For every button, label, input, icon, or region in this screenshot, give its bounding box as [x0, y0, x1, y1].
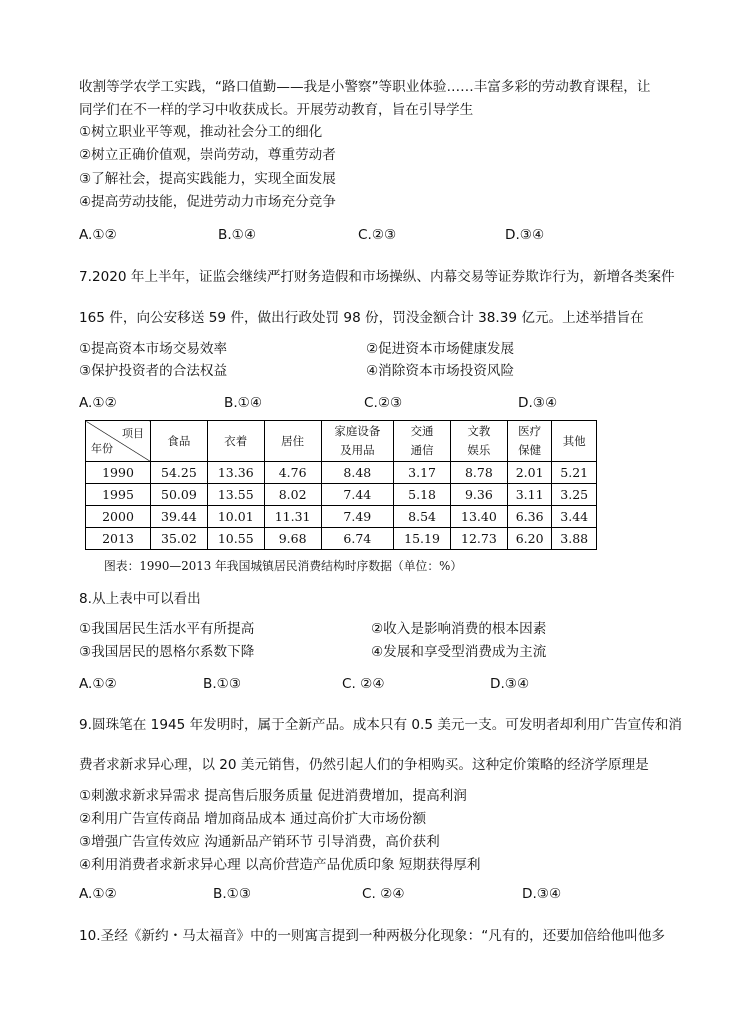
q9-option-c: C. ②④ — [362, 886, 405, 902]
year-cell: 2000 — [86, 506, 151, 528]
intro-item-2: ②树立正确价值观，崇尚劳动，尊重劳动者 — [79, 147, 336, 163]
table-cell: 50.09 — [151, 484, 208, 506]
table-cell: 5.18 — [394, 484, 451, 506]
year-cell: 2013 — [86, 528, 151, 550]
col-header-education: 文教 娱乐 — [450, 421, 507, 462]
q9-item-3: ③增强广告宣传效应 沟通新品产销环节 引导消费，高价获利 — [79, 834, 440, 850]
q7-item-4: ④消除资本市场投资风险 — [366, 363, 515, 379]
table-cell: 6.74 — [321, 528, 394, 550]
table-cell: 3.88 — [552, 528, 597, 550]
col-header-household: 家庭设备 及用品 — [321, 421, 394, 462]
table-cell: 9.36 — [450, 484, 507, 506]
q8-item-4: ④发展和享受型消费成为主流 — [371, 644, 547, 660]
table-cell: 3.17 — [394, 462, 451, 484]
table-header-row — [86, 421, 597, 462]
intro-line-2: 同学们在不一样的学习中收获成长。开展劳动教育，旨在引导学生 — [79, 102, 474, 118]
q8-item-2: ②收入是影响消费的根本因素 — [371, 621, 547, 637]
q7-line-1: 7.2020 年上半年，证监会继续严打财务造假和市场操纵、内幕交易等证券欺诈行为，新增各类案件 — [79, 269, 675, 285]
q10-line-1: 10.圣经《新约・马太福音》中的一则寓言提到一种两极分化现象：“凡有的，还要加倍给他叫他多 — [79, 928, 666, 944]
table-cell: 13.36 — [207, 462, 264, 484]
q8-option-d: D.③④ — [490, 676, 530, 692]
table-cell: 12.73 — [450, 528, 507, 550]
table-cell: 3.11 — [507, 484, 552, 506]
table-row — [86, 484, 597, 506]
q7-item-2: ②促进资本市场健康发展 — [366, 341, 515, 357]
intro-line-1: 收割等学农学工实践，“路口值勤——我是小警察”等职业体验……丰富多彩的劳动教育课程，让 — [79, 79, 651, 95]
table-row — [86, 528, 597, 550]
intro-option-c: C.②③ — [358, 227, 397, 243]
q7-option-c: C.②③ — [364, 395, 403, 411]
q7-item-3: ③保护投资者的合法权益 — [79, 363, 228, 379]
table-cell: 8.54 — [394, 506, 451, 528]
intro-item-1: ①树立职业平等观，推动社会分工的细化 — [79, 124, 323, 140]
q9-option-a: A.①② — [79, 886, 117, 902]
q9-line-1: 9.圆珠笔在 1945 年发明时，属于全新产品。成本只有 0.5 美元一支。可发明者却利用广告宣传和消 — [79, 717, 683, 733]
table-cell: 10.01 — [207, 506, 264, 528]
q9-option-d: D.③④ — [522, 886, 562, 902]
col-header-other: 其他 — [552, 421, 597, 462]
table-cell: 35.02 — [151, 528, 208, 550]
table-cell: 2.01 — [507, 462, 552, 484]
col-header-transport: 交通 通信 — [394, 421, 451, 462]
col-header-medical: 医疗 保健 — [507, 421, 552, 462]
q7-item-1: ①提高资本市场交易效率 — [79, 341, 228, 357]
table-caption: 图表：1990—2013 年我国城镇居民消费结构时序数据（单位：%） — [104, 559, 463, 573]
table-cell: 4.76 — [264, 462, 321, 484]
table-cell: 6.36 — [507, 506, 552, 528]
q8-stem: 8.从上表中可以看出 — [79, 591, 201, 607]
intro-item-3: ③了解社会，提高实践能力，实现全面发展 — [79, 171, 336, 187]
table-cell: 8.02 — [264, 484, 321, 506]
table-cell: 15.19 — [394, 528, 451, 550]
q9-option-b: B.①③ — [213, 886, 252, 902]
q8-item-3: ③我国居民的恩格尔系数下降 — [79, 644, 255, 660]
col-header-clothing: 衣着 — [207, 421, 264, 462]
col-header-housing: 居住 — [264, 421, 321, 462]
table-cell: 11.31 — [264, 506, 321, 528]
intro-option-d: D.③④ — [505, 227, 545, 243]
table-cell: 3.44 — [552, 506, 597, 528]
table-cell: 8.48 — [321, 462, 394, 484]
corner-label-item: 项目 — [122, 427, 144, 440]
table-cell: 54.25 — [151, 462, 208, 484]
q7-option-b: B.①④ — [224, 395, 263, 411]
table-cell: 7.44 — [321, 484, 394, 506]
corner-label-year: 年份 — [91, 442, 113, 455]
table-cell: 8.78 — [450, 462, 507, 484]
table-cell: 13.55 — [207, 484, 264, 506]
year-cell: 1990 — [86, 462, 151, 484]
intro-option-b: B.①④ — [218, 227, 257, 243]
q8-item-1: ①我国居民生活水平有所提高 — [79, 621, 255, 637]
consumption-table — [85, 420, 597, 550]
intro-item-4: ④提高劳动技能，促进劳动力市场充分竞争 — [79, 194, 336, 210]
q7-line-2: 165 件，向公安移送 59 件，做出行政处罚 98 份，罚没金额合计 38.39 亿元。上述举措旨在 — [79, 310, 644, 326]
table-cell: 7.49 — [321, 506, 394, 528]
q9-item-4: ④利用消费者求新求异心理 以高价营造产品优质印象 短期获得厚利 — [79, 857, 481, 873]
q9-item-1: ①刺激求新求异需求 提高售后服务质量 促进消费增加，提高利润 — [79, 788, 467, 804]
table-corner-cell — [86, 421, 151, 462]
year-cell: 1995 — [86, 484, 151, 506]
q7-option-a: A.①② — [79, 395, 117, 411]
table-cell: 6.20 — [507, 528, 552, 550]
table-cell: 13.40 — [450, 506, 507, 528]
table-cell: 39.44 — [151, 506, 208, 528]
table-row — [86, 506, 597, 528]
table-row — [86, 462, 597, 484]
table-cell: 10.55 — [207, 528, 264, 550]
table-cell: 5.21 — [552, 462, 597, 484]
q7-option-d: D.③④ — [518, 395, 558, 411]
table-cell: 3.25 — [552, 484, 597, 506]
q8-option-b: B.①③ — [203, 676, 242, 692]
q9-item-2: ②利用广告宣传商品 增加商品成本 通过高价扩大市场份额 — [79, 811, 427, 827]
q8-option-c: C. ②④ — [342, 676, 385, 692]
table-cell: 9.68 — [264, 528, 321, 550]
q8-option-a: A.①② — [79, 676, 117, 692]
col-header-food: 食品 — [151, 421, 208, 462]
q9-line-2: 费者求新求异心理，以 20 美元销售，仍然引起人们的争相购买。这种定价策略的经济学原理是 — [79, 757, 649, 773]
intro-option-a: A.①② — [79, 227, 117, 243]
